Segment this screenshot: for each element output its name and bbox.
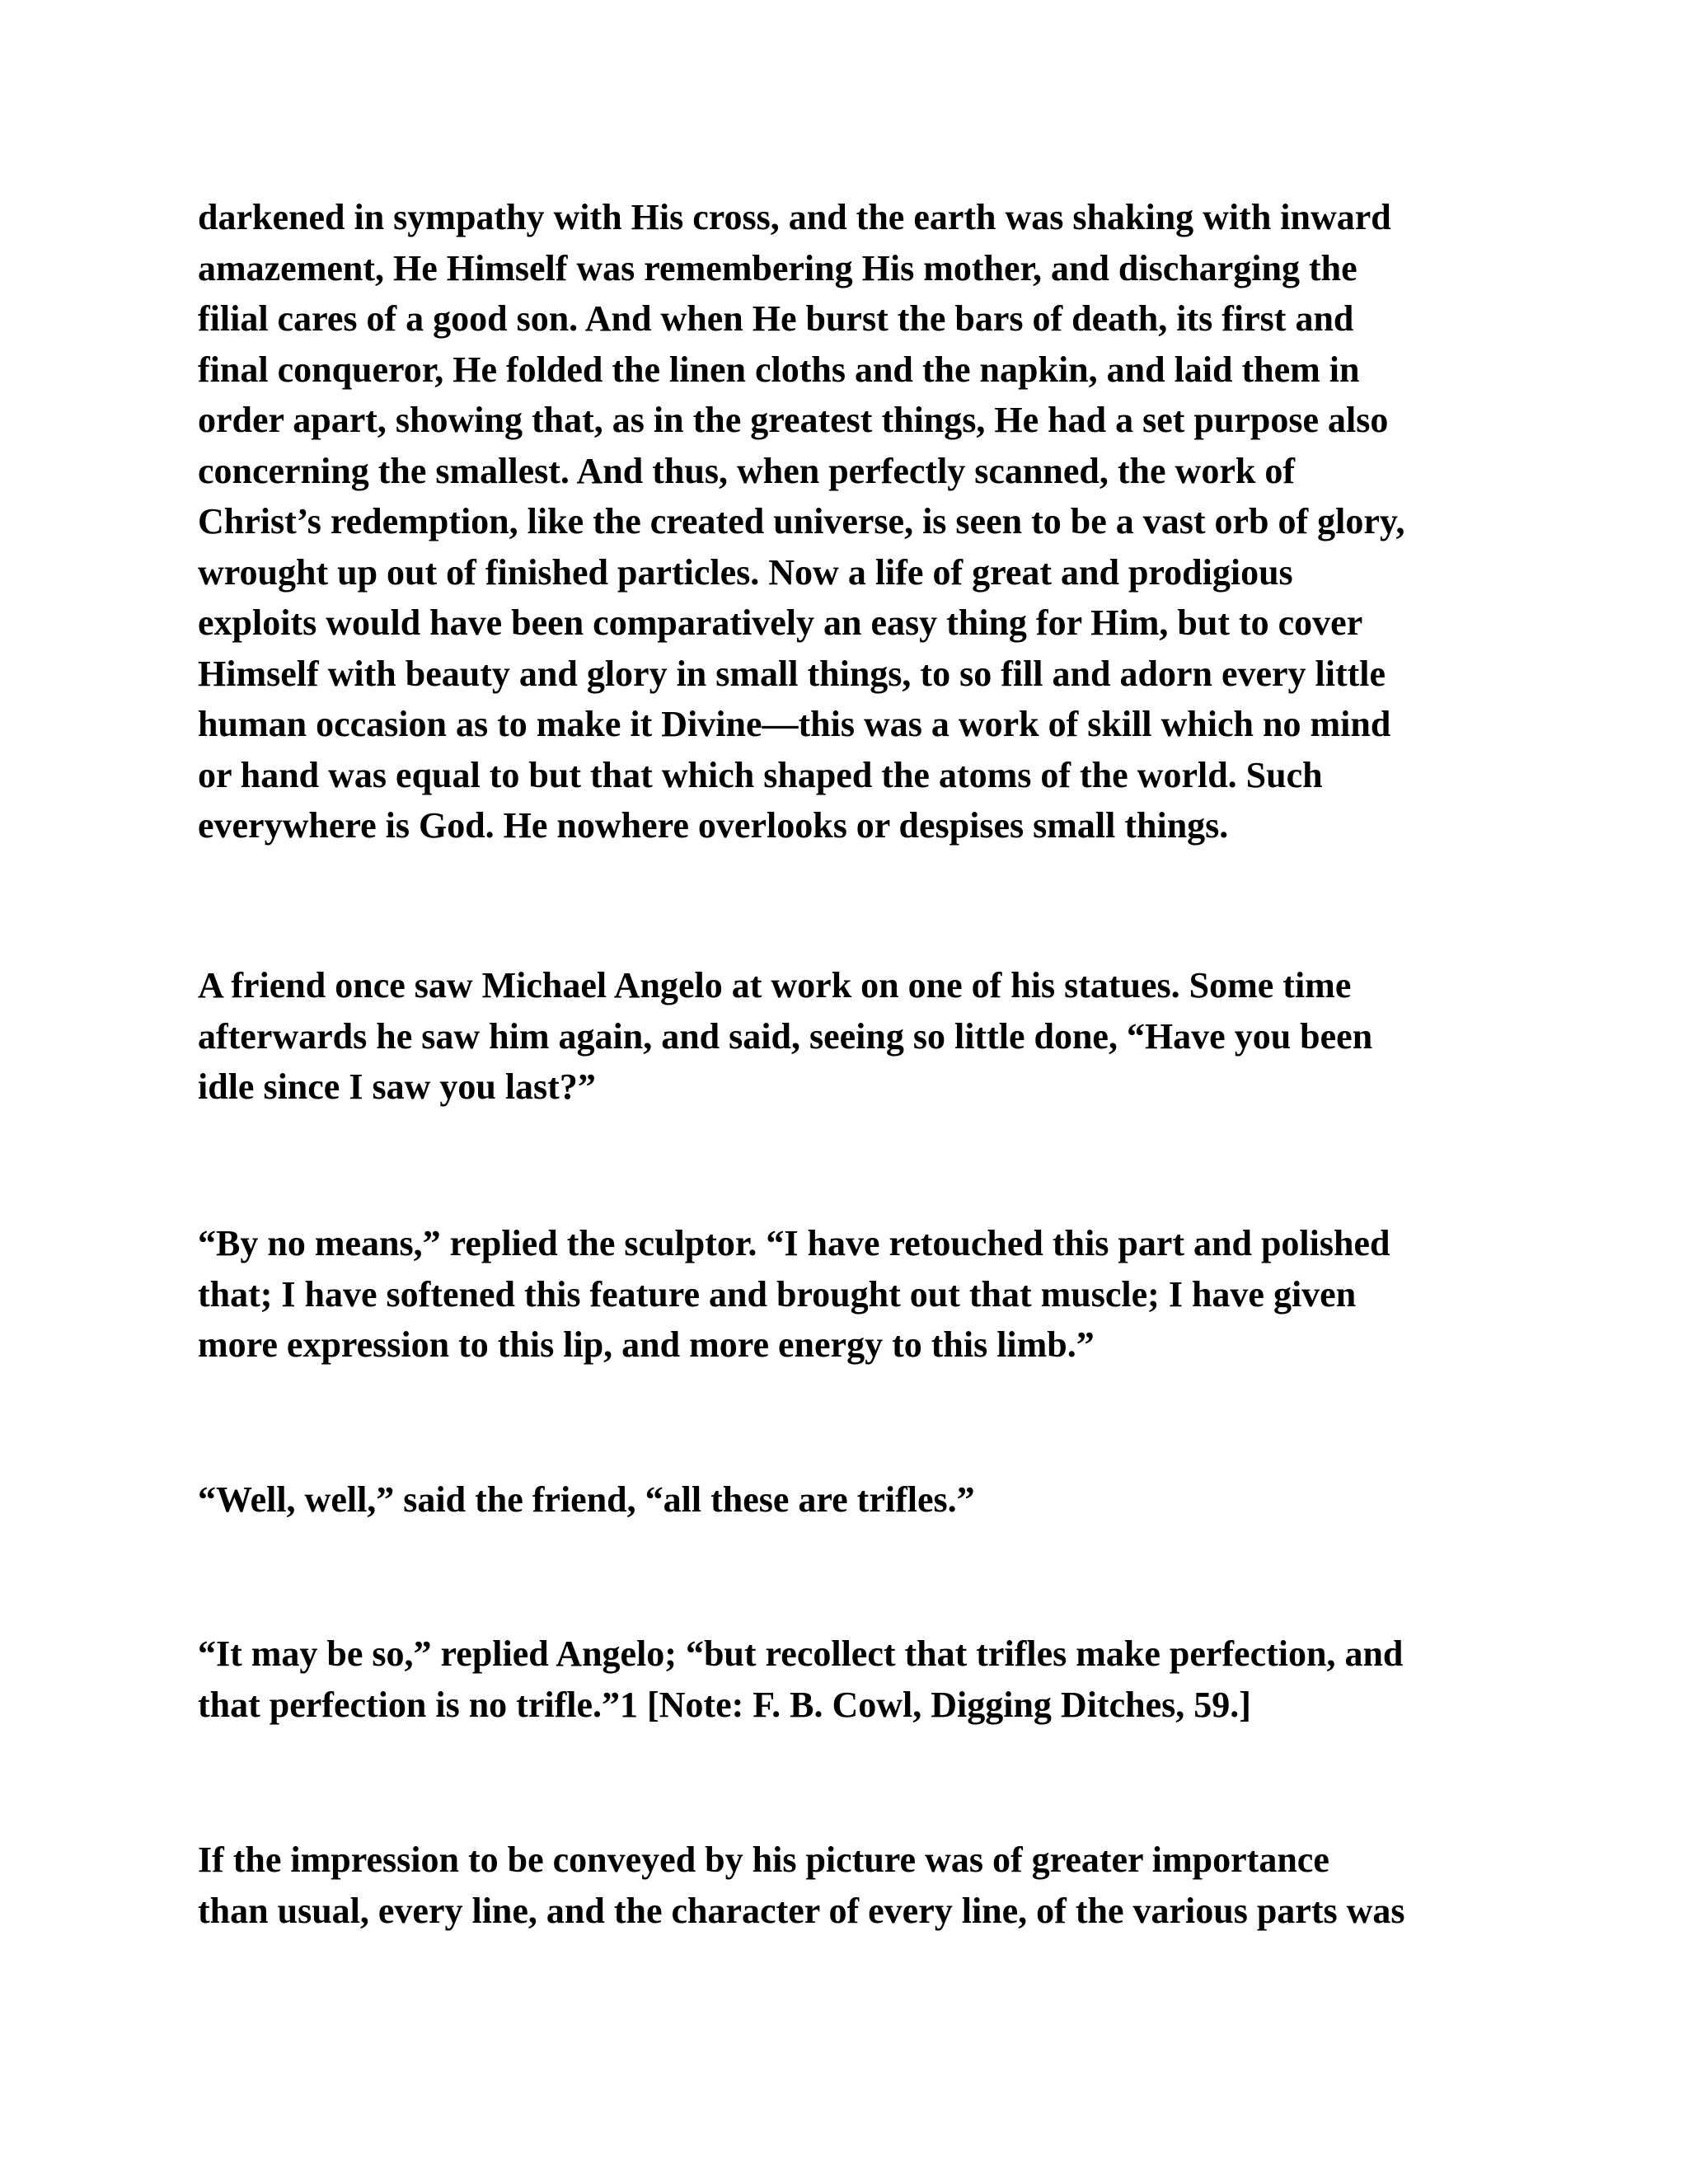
text-line: wrought up out of finished particles. Now a life of great and prodigious	[198, 551, 1293, 593]
text-line: more expression to this lip, and more energy to this limb.”	[198, 1324, 1095, 1365]
paragraph-christ-small-things	[198, 192, 1517, 851]
paragraph-friend-trifles	[198, 1474, 1517, 1526]
text-line: Himself with beauty and glory in small things, to so fill and adorn every little	[198, 653, 1386, 694]
paragraph-michael-angelo-friend	[198, 960, 1517, 1113]
text-line: Christ’s redemption, like the created universe, is seen to be a vast orb of glory,	[198, 501, 1405, 541]
text-line: that; I have softened this feature and brought out that muscle; I have given	[198, 1273, 1357, 1315]
text-line: final conqueror, He folded the linen cloths and the napkin, and laid them in	[198, 349, 1360, 390]
text-line: afterwards he saw him again, and said, seeing so little done, “Have you been	[198, 1015, 1373, 1057]
text-line: filial cares of a good son. And when He burst the bars of death, its first and	[198, 298, 1354, 339]
text-line: human occasion as to make it Divine—this was a work of skill which no mind	[198, 704, 1391, 744]
text-line: that perfection is no trifle.”1 [Note: F. B. Cowl, Digging Ditches, 59.]	[198, 1684, 1251, 1725]
text-line: “Well, well,” said the friend, “all these are trifles.”	[198, 1479, 975, 1520]
text-line: If the impression to be conveyed by his picture was of greater importance	[198, 1840, 1329, 1880]
text-line: exploits would have been comparatively an easy thing for Him, but to cover	[198, 602, 1363, 643]
text-line: “By no means,” replied the sculptor. “I have retouched this part and polished	[198, 1223, 1390, 1263]
paragraph-angelo-perfection	[198, 1629, 1517, 1730]
text-line: darkened in sympathy with His cross, and the earth was shaking with inward	[198, 197, 1391, 237]
text-line: A friend once saw Michael Angelo at work on one of his statues. Some time	[198, 965, 1352, 1005]
text-line: than usual, every line, and the character of every line, of the various parts was	[198, 1890, 1405, 1931]
paragraph-picture-impression	[198, 1835, 1517, 1936]
text-line: amazement, He Himself was remembering His mother, and discharging the	[198, 247, 1357, 288]
text-line: concerning the smallest. And thus, when perfectly scanned, the work of	[198, 450, 1295, 491]
text-line: everywhere is God. He nowhere overlooks or despises small things.	[198, 805, 1229, 846]
paragraph-sculptor-reply	[198, 1218, 1517, 1371]
text-line: “It may be so,” replied Angelo; “but recollect that trifles make perfection, and	[198, 1633, 1404, 1674]
text-line: order apart, showing that, as in the greatest things, He had a set purpose also	[198, 400, 1389, 440]
text-line: idle since I saw you last?”	[198, 1066, 596, 1107]
text-line: or hand was equal to but that which shaped the atoms of the world. Such	[198, 754, 1323, 795]
